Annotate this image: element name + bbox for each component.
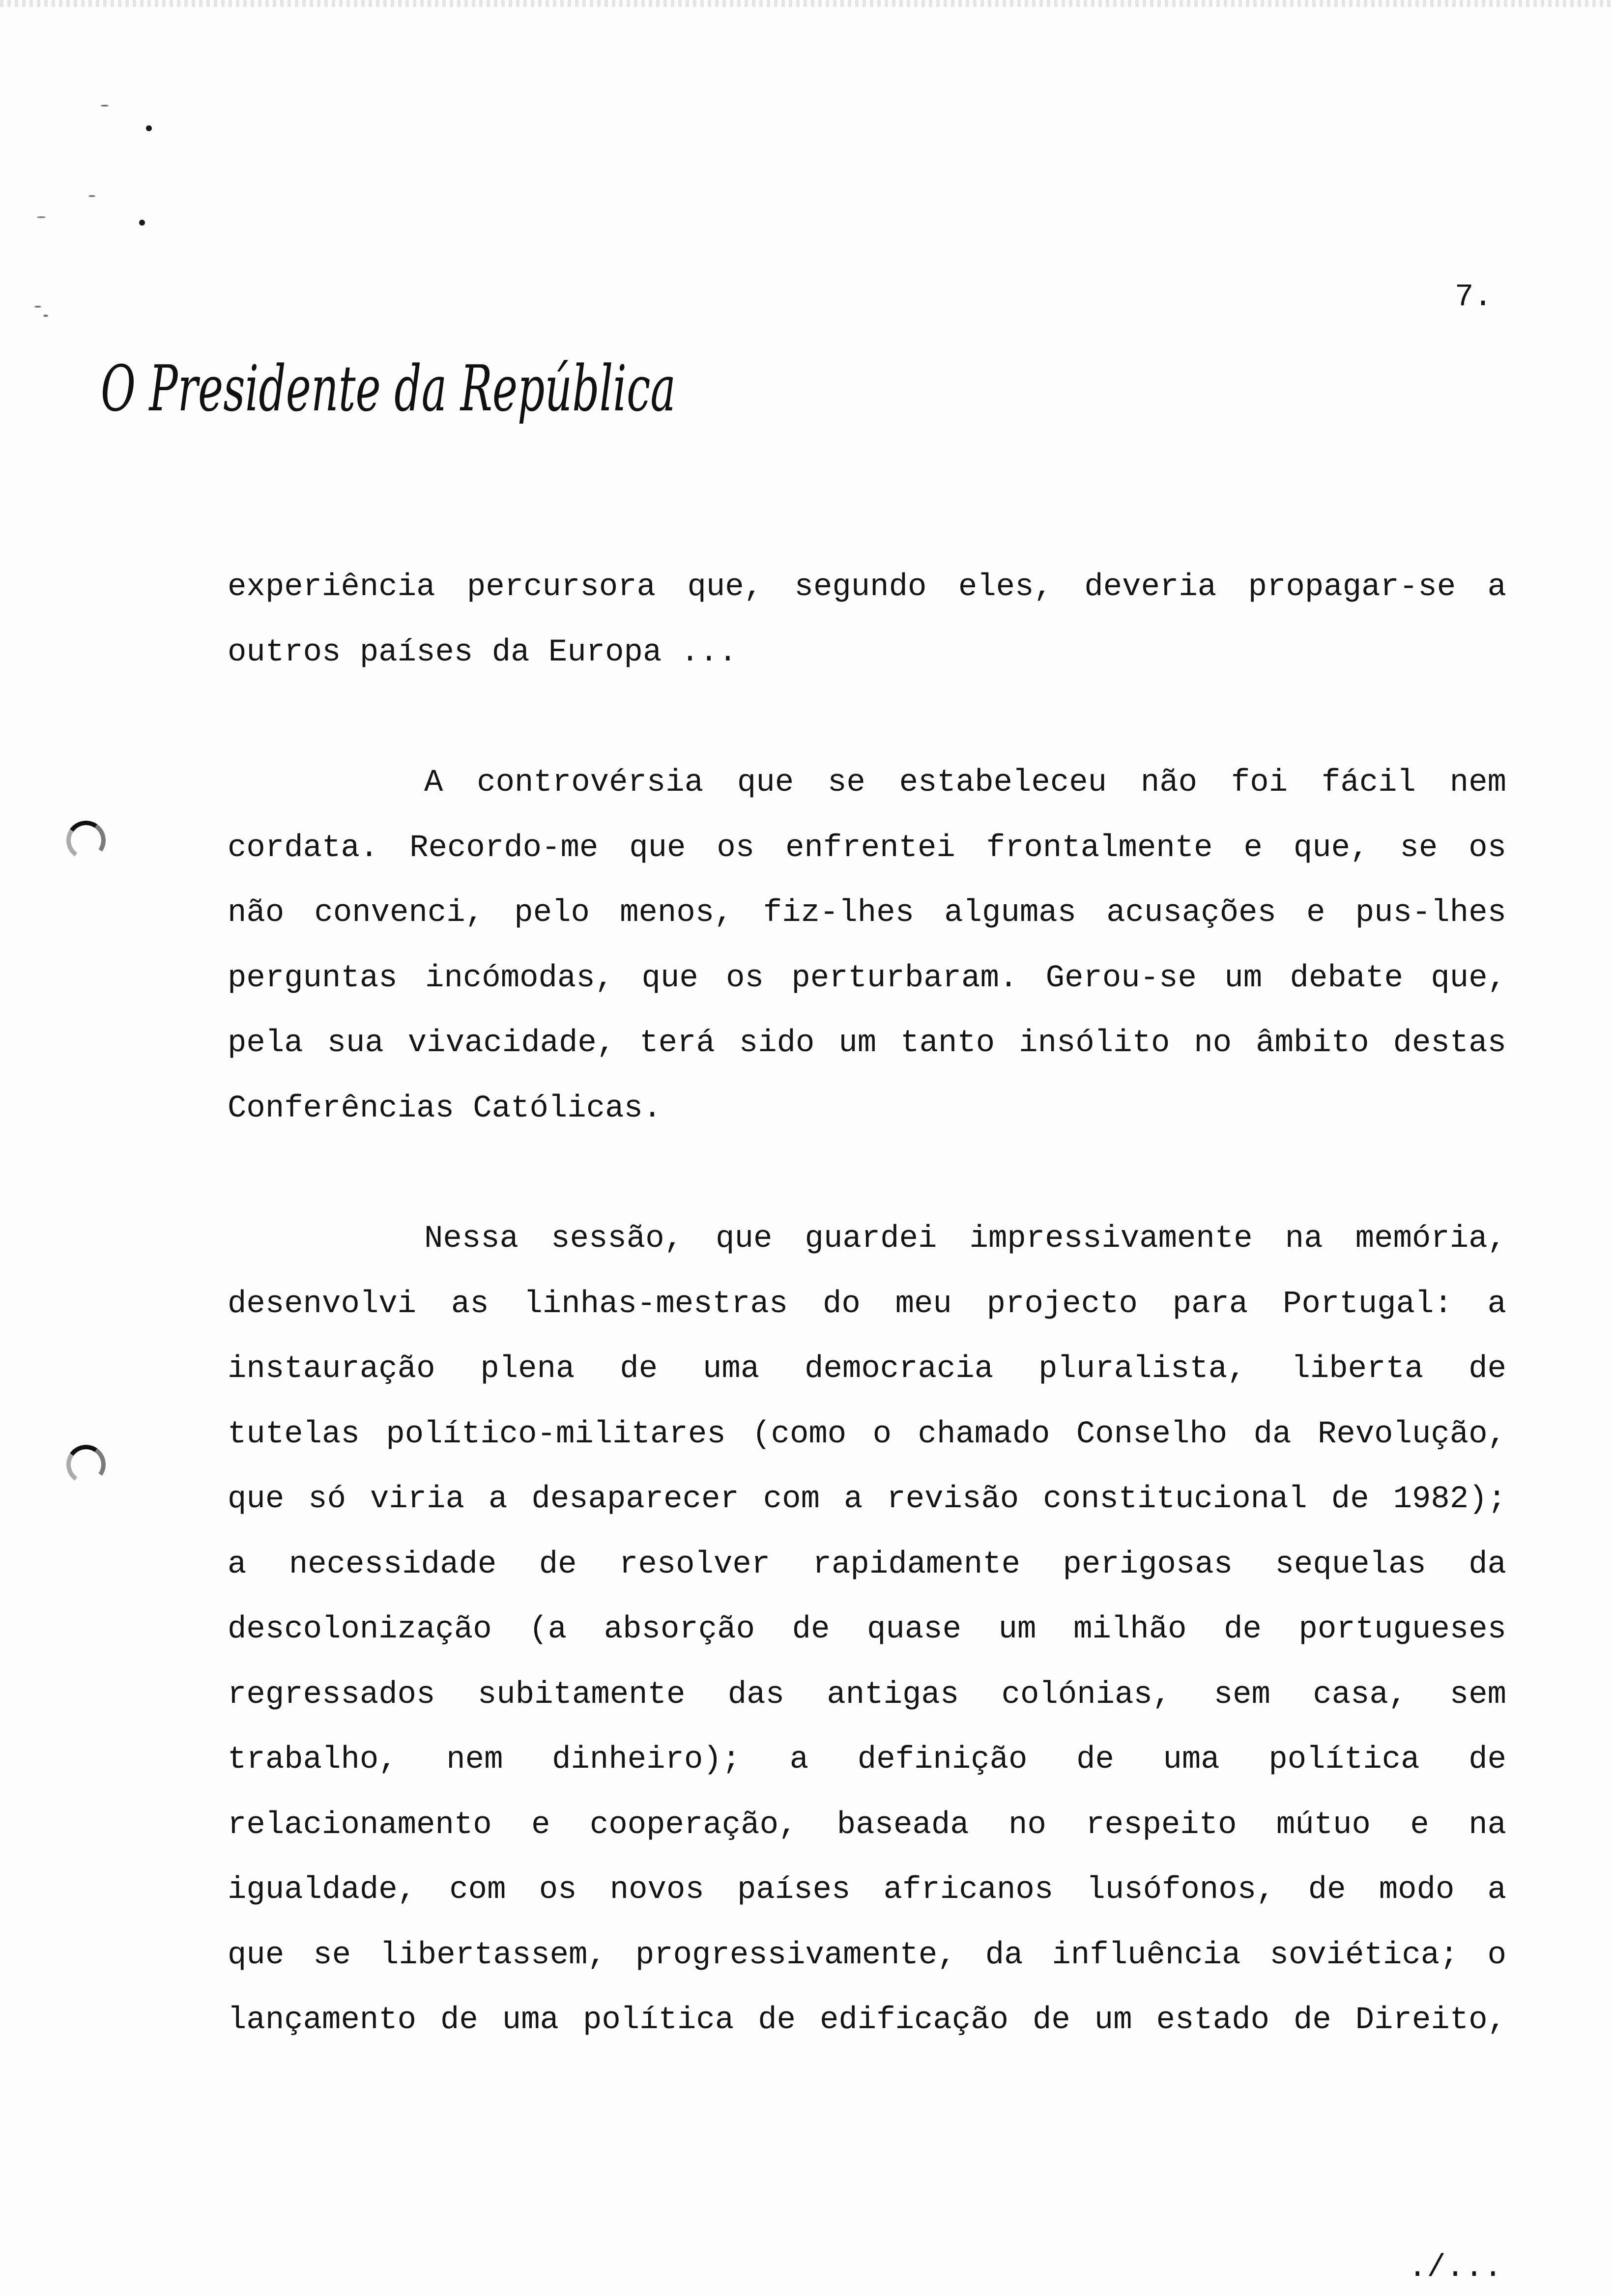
paragraph-gap	[228, 1154, 1506, 1219]
continuation-mark: ./...	[1408, 2250, 1503, 2286]
punch-hole	[63, 818, 109, 863]
text-line: pela sua vivacidade, terá sido um tanto insólito no âmbito destas	[228, 1026, 1506, 1061]
paragraph-gap	[228, 698, 1506, 763]
text-line: regressados subitamente das antigas colónias, sem casa, sem	[228, 1677, 1506, 1713]
letterhead-script	[101, 342, 691, 440]
text-line: instauração plena de uma democracia pluralista, liberta de	[228, 1351, 1506, 1387]
scan-top-edge	[0, 0, 1612, 7]
text-line: relacionamento e cooperação, baseada no respeito mútuo e na	[228, 1807, 1506, 1843]
paragraph	[228, 568, 1506, 698]
scan-speck	[34, 306, 41, 308]
paragraph	[228, 763, 1506, 1154]
text-line: descolonização (a absorção de quase um milhão de portugueses	[228, 1612, 1506, 1647]
text-line: desenvolvi as linhas-mestras do meu projecto para Portugal: a	[228, 1286, 1506, 1322]
text-line: tutelas político-militares (como o chamado Conselho da Revolução,	[228, 1416, 1506, 1452]
scan-speck	[37, 216, 46, 218]
letterhead-text: O Presidente da República	[101, 352, 676, 426]
paragraph	[228, 1219, 1506, 2066]
text-line: Conferências Católicas.	[228, 1091, 662, 1126]
text-line: a necessidade de resolver rapidamente perigosas sequelas da	[228, 1547, 1506, 1582]
punch-hole	[63, 1442, 109, 1488]
page-number: 7.	[1455, 280, 1493, 315]
body-text	[228, 568, 1506, 2066]
text-line: trabalho, nem dinheiro); a definição de uma política de	[228, 1742, 1506, 1778]
scan-speck	[88, 195, 95, 197]
text-line: cordata. Recordo-me que os enfrentei frontalmente e que, se os	[228, 830, 1506, 866]
scan-speck	[139, 220, 145, 226]
text-line: A controvérsia que se estabeleceu não foi fácil nem	[424, 765, 1506, 801]
text-line: perguntas incómodas, que os perturbaram. Gerou-se um debate que,	[228, 960, 1506, 996]
text-line: que só viria a desaparecer com a revisão constitucional de 1982);	[228, 1482, 1506, 1517]
text-line: experiência percursora que, segundo eles, deveria propagar-se a	[228, 570, 1506, 605]
scan-speck	[43, 315, 48, 317]
text-line: lançamento de uma política de edificação de um estado de Direito,	[228, 2003, 1506, 2038]
scan-speck	[146, 125, 152, 131]
scan-speck	[101, 105, 109, 107]
text-line: igualdade, com os novos países africanos lusófonos, de modo a	[228, 1872, 1506, 1908]
text-line: Nessa sessão, que guardei impressivamente na memória,	[424, 1221, 1506, 1257]
text-line: que se libertassem, progressivamente, da influência soviética; o	[228, 1937, 1506, 1973]
text-line: não convenci, pelo menos, fiz-lhes algumas acusações e pus-lhes	[228, 895, 1506, 931]
letterhead	[101, 342, 691, 440]
text-line: outros países da Europa ...	[228, 634, 737, 670]
